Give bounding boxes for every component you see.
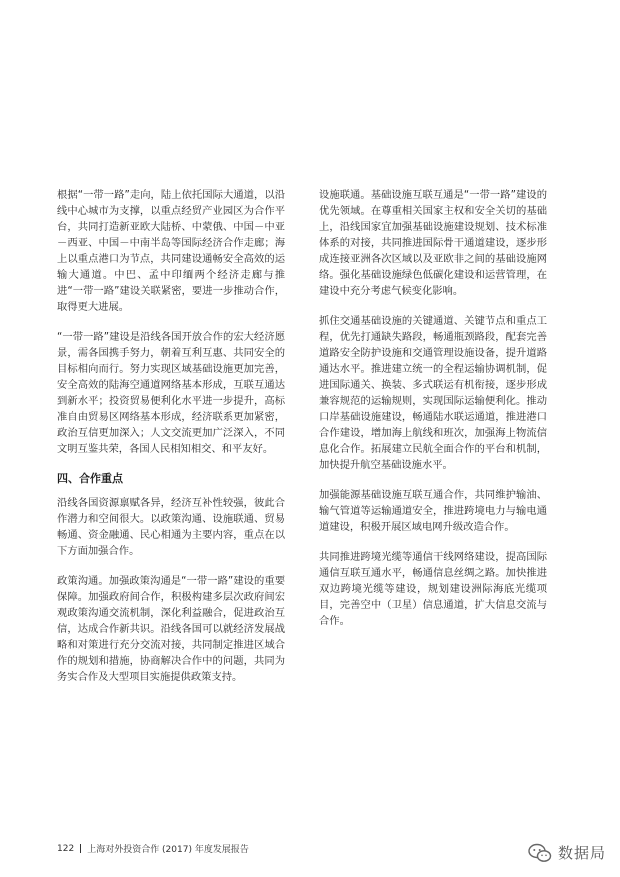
right-column [319, 187, 547, 643]
paragraph-policy: 政策沟通。加强政策沟通是“一带一路”建设的重要保障。加强政府间合作，积极构建多层次政府间宏观政策沟通交流机制，深化利益融合，促进政治互信，达成合作新共识。沿线各国可以就经济发展战略和对策进行充分交流对接，共同制定推进区域合作的规划和措施，协商解决合作中的问题，共同为务实合作及大型项目实施提供政策支持。 [57, 575, 285, 683]
page-footer [57, 842, 249, 855]
watermark-text: 数据局 [557, 844, 606, 862]
paragraph-energy: 加强能源基础设施互联互通合作，共同维护输油、输气管道等运输通道安全，推进跨境电力与输电通道建设，积极开展区域电网升级改造合作。 [319, 489, 547, 533]
paragraph-vision: “一带一路”建设是沿线各国开放合作的宏大经济愿景，需各国携手努力，朝着互利互惠、共同安全的目标相向而行。努力实现区域基础设施更加完善，安全高效的陆海空通道网络基本形成，互联互通达到新水平；投资贸易便利化水平进一步提升，高标准自由贸易区网络基本形成，经济联系更加紧密，政治互信更加深入；人文交流更加广泛深入，不同文明互鉴共荣，各国人民相知相交、和平友好。 [57, 331, 285, 455]
paragraph-infrastructure: 设施联通。基础设施互联互通是“一带一路”建设的优先领域。在尊重相关国家主权和安全关切的基础上，沿线国家宜加强基础设施建设规划、技术标准体系的对接，共同推进国际骨干通道建设，逐步形成连接亚洲各次区域以及亚欧非之间的基础设施网络。强化基础设施绿色低碳化建设和运营管理，在建设中充分考虑气候变化影响。 [319, 189, 547, 297]
paragraph-communication: 共同推进跨境光缆等通信干线网络建设，提高国际通信互联互通水平，畅通信息丝绸之路。加快推进双边跨境光缆等建设，规划建设洲际海底光缆项目，完善空中（卫星）信息通道，扩大信息交流与合作。 [319, 551, 547, 627]
wechat-icon [528, 843, 552, 863]
watermark [528, 842, 606, 863]
paragraph-corridors: 根据“一带一路”走向，陆上依托国际大通道，以沿线中心城市为支撑，以重点经贸产业园区为合作平台，共同打造新亚欧大陆桥、中蒙俄、中国－中亚－西亚、中国－中南半岛等国际经济合作走廊；海上以重点港口为节点，共同建设通畅安全高效的运输大通道。中巴、孟中印缅两个经济走廊与推进“一带一路”建设关联紧密，要进一步推动合作，取得更大进展。 [57, 189, 285, 313]
footer-divider [80, 844, 81, 853]
footer-title: 上海对外投资合作 (2017) 年度发展报告 [87, 845, 249, 855]
paragraph-cooperation-intro: 沿线各国资源禀赋各异，经济互补性较强，彼此合作潜力和空间很大。以政策沟通、设施联通、贸易畅通、资金融通、民心相通为主要内容，重点在以下方面加强合作。 [57, 497, 285, 557]
paragraph-transport: 抓住交通基础设施的关键通道、关键节点和重点工程，优先打通缺失路段，畅通瓶颈路段，配套完善道路安全防护设施和交通管理设施设备，提升道路通达水平。推进建立统一的全程运输协调机制，促进国际通关、换装、多式联运有机衔接，逐步形成兼容规范的运输规则，实现国际运输便利化。推动口岸基础设施建设，畅通陆水联运通道，推进港口合作建设，增加海上航线和班次，加强海上物流信息化合作。拓展建立民航全面合作的平台和机制，加快提升航空基础设施水平。 [319, 315, 547, 471]
section-heading: 四、合作重点 [57, 472, 123, 485]
page-number: 122 [57, 843, 75, 854]
left-column [57, 187, 285, 699]
